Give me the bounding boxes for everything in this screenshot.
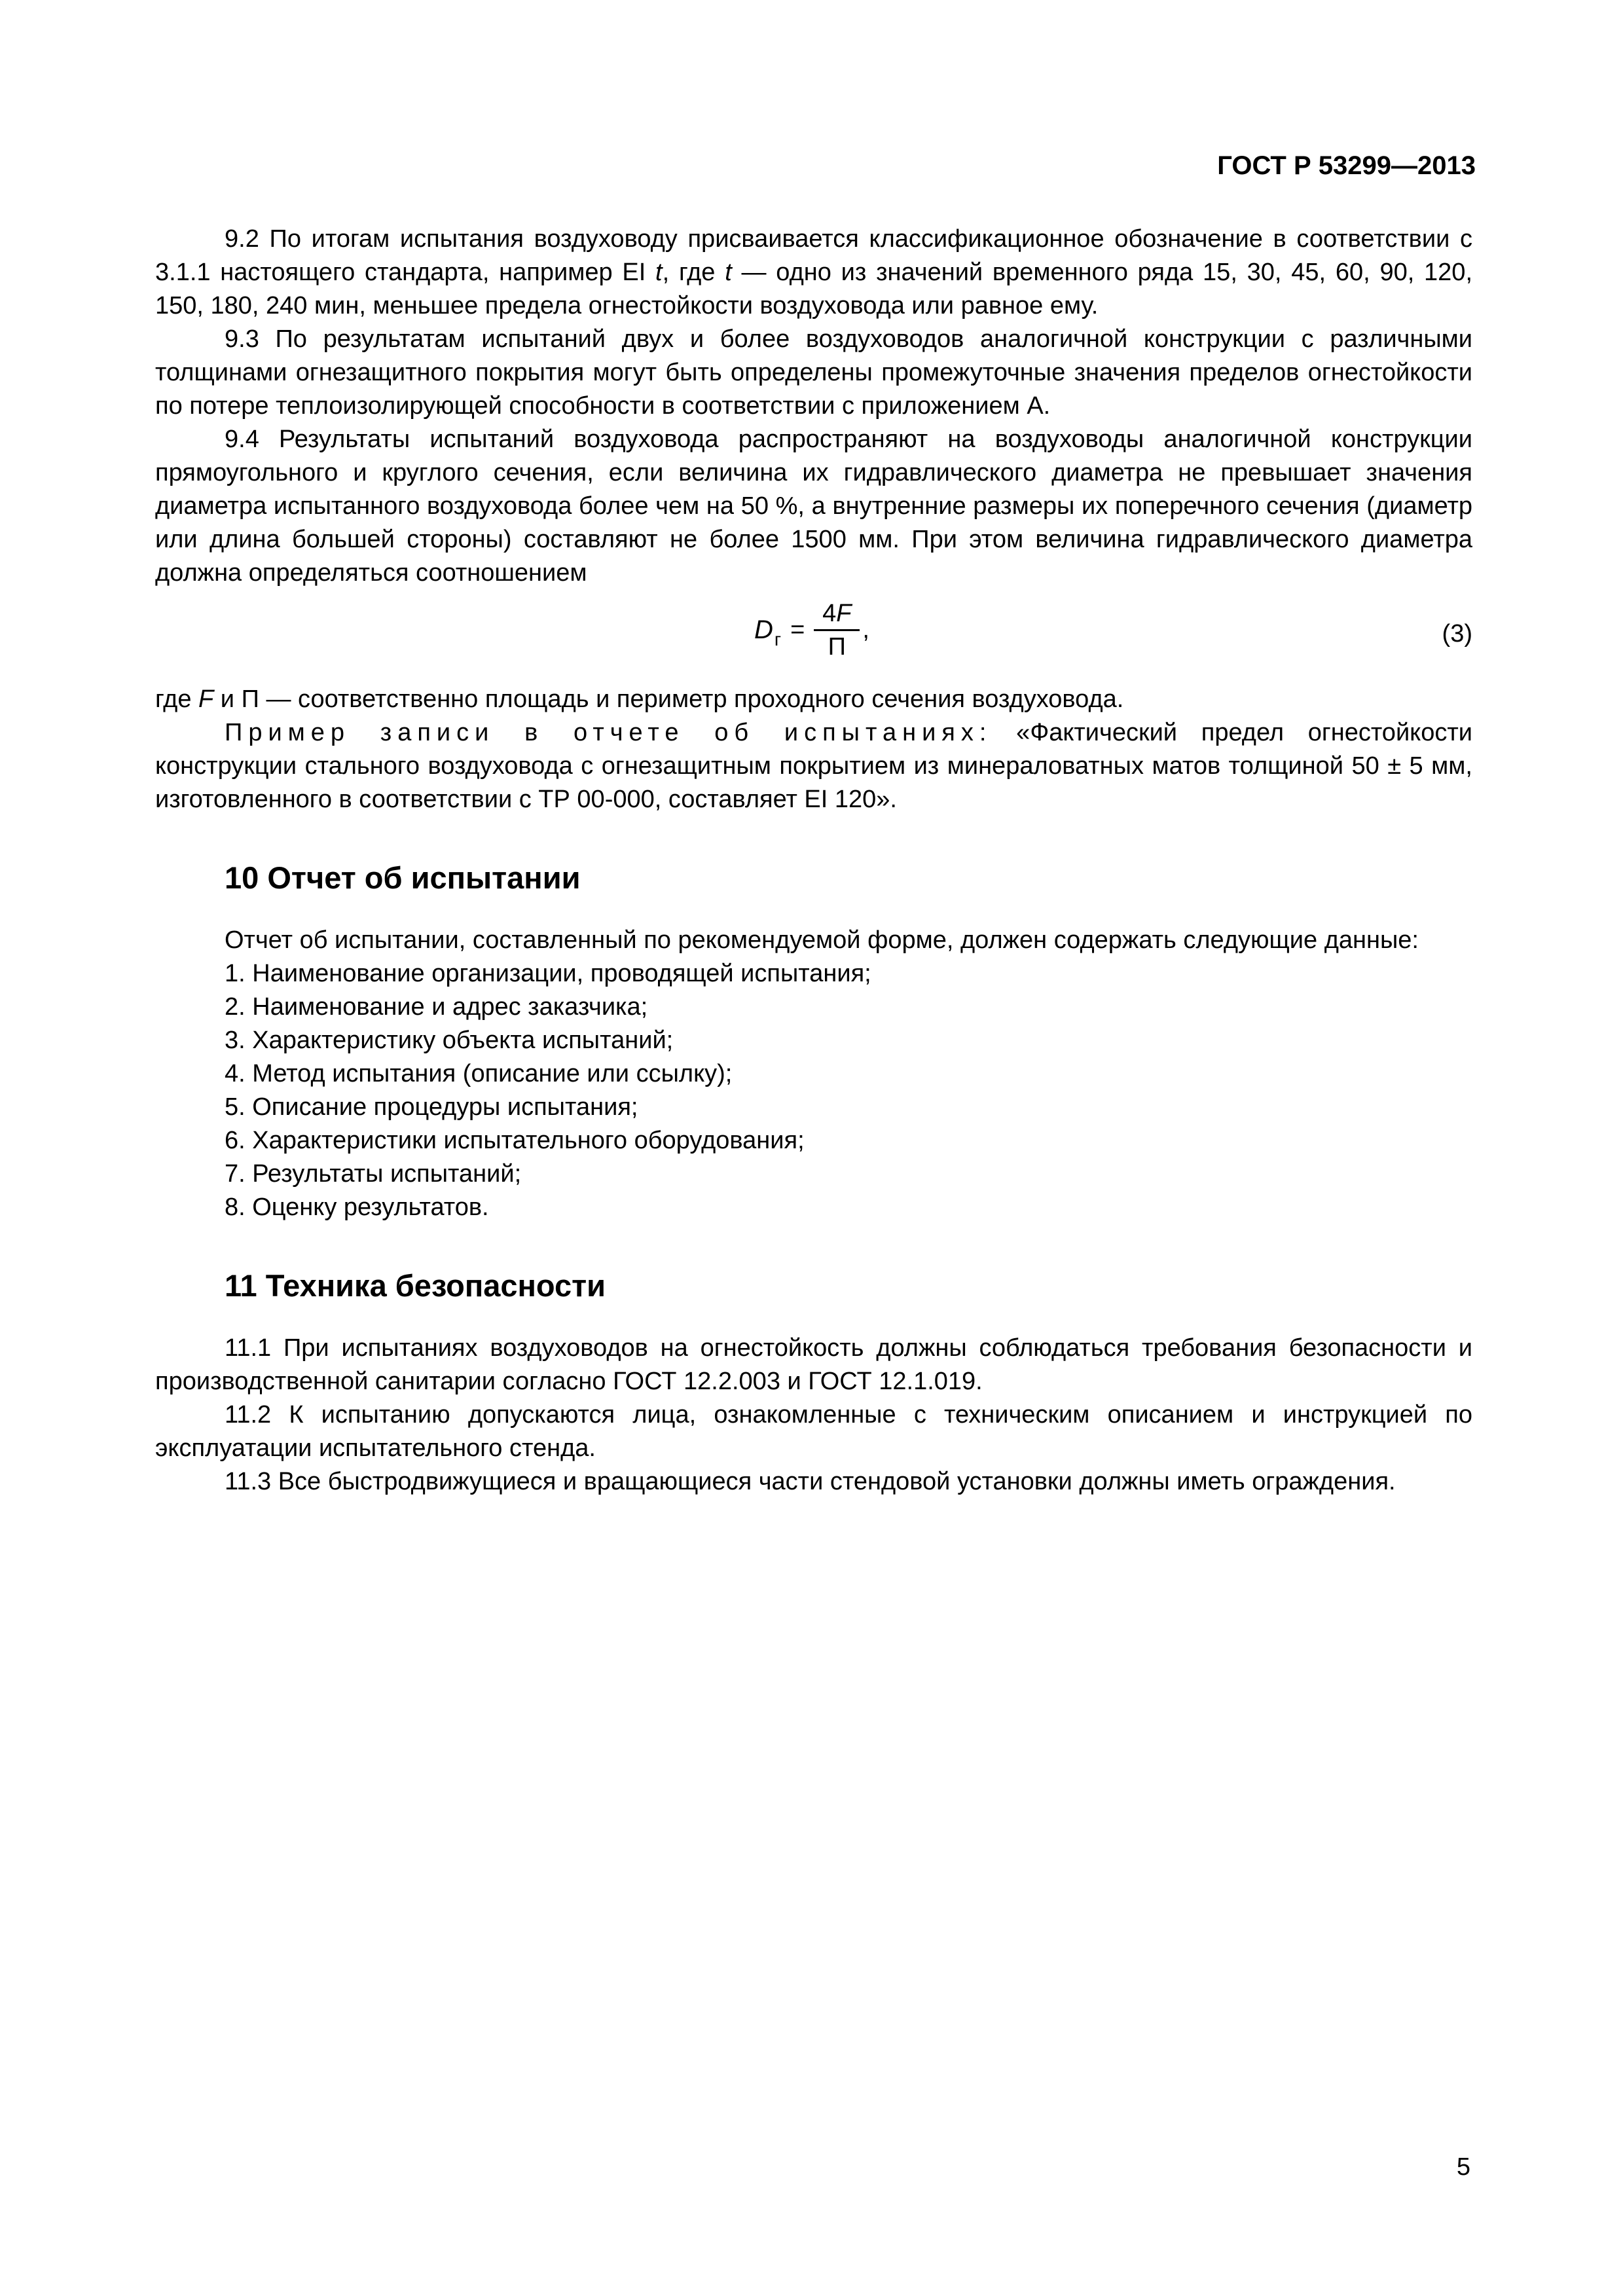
page-number: 5: [1456, 2153, 1470, 2181]
list-item: 1. Наименование организации, проводящей испытания;: [225, 960, 871, 987]
list-item: 7. Результаты испытаний;: [225, 1160, 522, 1188]
formula-equals: =: [790, 616, 805, 644]
paragraph-9-2: 9.2 По итогам испытания воздуховоду присваивается классификационное обозначение в соответствии с 3.1.1 настоящего стандарта, например EI t, где t — одно из значений временного ряда 15, 30, 45, 60, 90, 120, 150, 180, 240 мин, меньшее предела огнестойкости воздуховода или равное ему.: [155, 225, 1472, 319]
formula-expression: [754, 598, 869, 663]
formula-trailing: ,: [862, 616, 869, 644]
list-item: 6. Характеристики испытательного оборудования;: [225, 1127, 805, 1154]
list-item: 3. Характеристику объекта испытаний;: [225, 1027, 674, 1054]
formula-number: (3): [1442, 620, 1472, 647]
section-11-title: 11 Техника безопасности: [225, 1268, 606, 1303]
document-body: [155, 223, 1472, 1499]
formula-where-clause: где F и П — соответственно площадь и периметр проходного сечения воздуховода.: [155, 685, 1124, 713]
section-10-intro: Отчет об испытании, составленный по рекомендуемой форме, должен содержать следующие данные:: [225, 926, 1419, 954]
list-item: 8. Оценку результатов.: [225, 1194, 489, 1221]
formula-numerator: 4F: [822, 600, 852, 627]
paragraph-11-3: 11.3 Все быстродвижущиеся и вращающиеся части стендовой установки должны иметь ограждения.: [225, 1468, 1396, 1495]
paragraph-11-2: 11.2 К испытанию допускаются лица, ознакомленные с техническим описанием и инструкцией по эксплуатации испытательного стенда.: [155, 1401, 1472, 1462]
formula-lhs-var: D: [754, 615, 773, 644]
list-item: 5. Описание процедуры испытания;: [225, 1093, 638, 1121]
paragraph-9-3: 9.3 По результатам испытаний двух и более воздуховодов аналогичной конструкции с различными толщинами огнезащитного покрытия могут быть определены промежуточные значения пределов огнестойкости по потере теплоизолирующей способности в соответствии с приложением А.: [155, 325, 1472, 420]
formula-lhs-sub: г: [774, 629, 782, 649]
standard-id-header: ГОСТ Р 53299—2013: [1217, 151, 1476, 180]
paragraph-9-4: 9.4 Результаты испытаний воздуховода распространяют на воздуховоды аналогичной конструкции прямоугольного и круглого сечения, если величина их гидравлического диаметра не превышает значения диаметра испытанного воздуховода более чем на 50 %, а внутренние размеры их поперечного сечения (диаметр или длина большей стороны) составляют не более 1500 мм. При этом величина гидравлического диаметра должна определяться соотношением: [155, 426, 1472, 587]
list-item: 4. Метод испытания (описание или ссылку);: [225, 1060, 733, 1087]
paragraph-11-1: 11.1 При испытаниях воздуховодов на огнестойкость должны соблюдаться требования безопасности и производственной санитарии согласно ГОСТ 12.2.003 и ГОСТ 12.1.019.: [155, 1334, 1472, 1395]
formula-denominator: П: [828, 633, 846, 661]
list-item: 2. Наименование и адрес заказчика;: [225, 993, 648, 1021]
section-10-title: 10 Отчет об испытании: [225, 860, 581, 895]
example-paragraph: [155, 716, 1472, 816]
example-text: «Фактический предел огнестойкости конструкции стального воздуховода с огнезащитным покрытием из минераловатных матов толщиной 50 ± 5 мм, изготовленного в соответствии с ТР 00-000, составляет EI 120».: [155, 719, 1472, 813]
example-label: Пример записи в отчете об испытаниях:: [225, 719, 993, 746]
formula-fraction: [814, 598, 860, 663]
formula-hydraulic-diameter: [155, 595, 1472, 676]
